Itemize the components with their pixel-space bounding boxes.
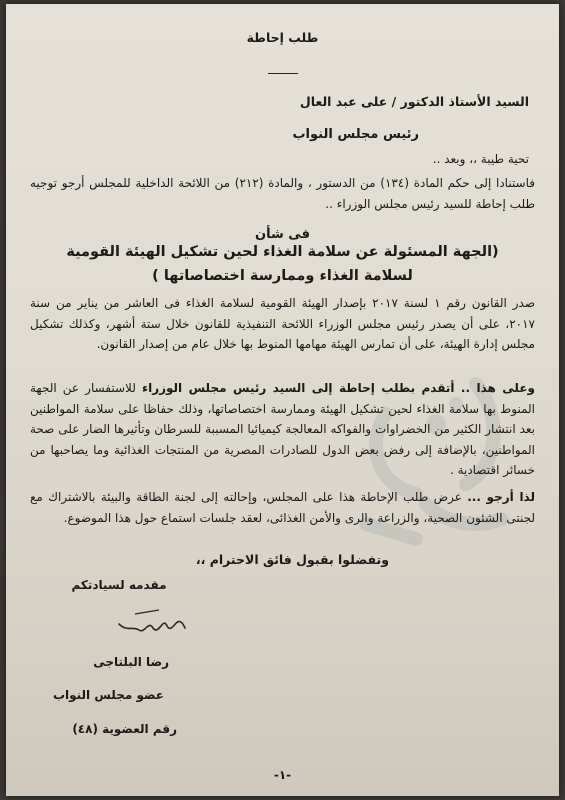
- referral-paragraph-lead: لذا أرجو ...: [467, 490, 535, 504]
- request-paragraph-lead: وعلى هذا .. أتقدم بطلب إحاطة إلى السيد رئيس مجلس الوزراء: [141, 381, 535, 395]
- addressee-line: السيد الأستاذ الدكتور / على عبد العال: [299, 94, 529, 109]
- addressee-title: رئيس مجلس النواب: [292, 127, 419, 142]
- greeting: تحية طيبة ،، وبعد ..: [432, 152, 529, 166]
- signature-block: [39, 574, 199, 596]
- request-paragraph: [30, 378, 535, 481]
- document-title: طلب إحاطة: [246, 30, 319, 45]
- legal-basis-paragraph: فاستنادا إلى حكم المادة (١٣٤) من الدستور ، والمادة (٢١٢) من اللائحة الداخلية للمجلس أرجو توجيه طلب إحاطة للسيد رئيس مجلس الوزراء ..: [30, 176, 536, 211]
- subject-prefix: فى شأن: [255, 227, 310, 242]
- handwritten-signature: [115, 602, 191, 646]
- title-divider: [268, 73, 298, 74]
- request-paragraph-body: للاستفسار عن الجهة المنوط بها سلامة الغذاء لحين تشكيل الهيئة وممارسة اختصاصاتها، وذلك حفاظا على سلامة المواطنين بعد انتشار الكثير من الخضراوات والفواكه المعالجة كيميائيا المسببة للسرطان وتأثيرها الضار على صحة المواطنين، بالإضافة إلى رفض بعض الدول للصادرات المصرية من المنتجات الغذائية وما يصاحبها من خسائر اقتصادية .: [30, 381, 535, 477]
- signer-role: عضو مجلس النواب: [52, 688, 164, 702]
- document-page: [6, 4, 559, 796]
- page-number: -١-: [273, 768, 292, 782]
- closing-line: وتفضلوا بقبول فائق الاحترام ،،: [195, 552, 389, 567]
- referral-paragraph-body: عرض طلب الإحاطة هذا على المجلس، وإحالته إلى لجنة الطاقة والبيئة بالاشتراك مع لجنتى الشئون الصحية، والزراعة والرى والأمن الغذائى، لعقد جلسات استماع حول هذا الموضوع.: [30, 490, 535, 525]
- background-paragraph: صدر القانون رقم ١ لسنة ٢٠١٧ بإصدار الهيئة القومية لسلامة الغذاء فى العاشر من يناير من سنة ٢٠١٧، على أن يصدر رئيس مجلس الوزراء اللائحة التنفيذية للقانون خلال ستة أشهر، وكذلك تشكيل مجلس إدارة الهيئة، على أن تمارس الهيئة مهامها المنوط بها خلال عام من إصدار القانون.: [30, 296, 536, 351]
- signer-name: رضا البلتاجى: [93, 655, 169, 669]
- membership-number: رقم العضوية (٤٨): [72, 722, 177, 736]
- submitter-label: مقدمه لسيادتكم: [71, 578, 167, 592]
- referral-paragraph: [30, 487, 535, 528]
- subject-heading: (الجهة المسئولة عن سلامة الغذاء لحين تشكيل الهيئة القومية لسلامة الغذاء وممارسة اختصاصاتها ): [66, 244, 499, 284]
